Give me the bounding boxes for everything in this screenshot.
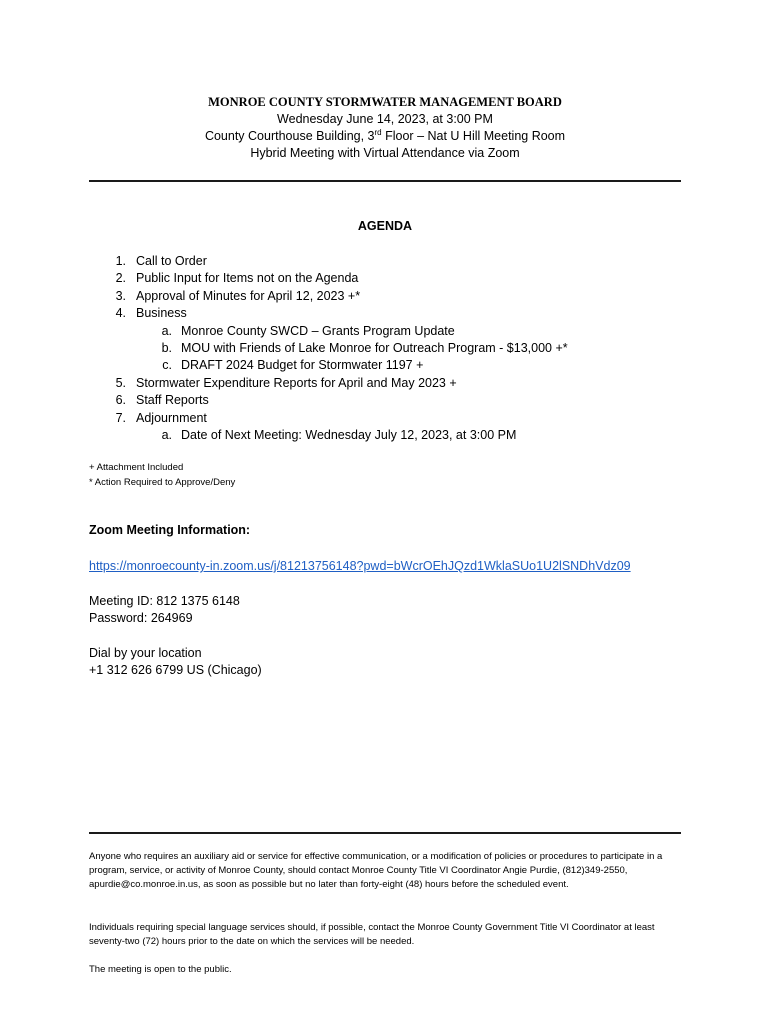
header-divider	[89, 180, 681, 182]
agenda-legend	[89, 460, 235, 490]
document-header	[0, 94, 770, 162]
accessibility-notice: Anyone who requires an auxiliary aid or service for effective communication, or a modification of policies or procedures to participate in a program, service, or activity of Monroe County, should contact Monroe County Title VI Coordinator Angie Purdie, (812)349-2550, apurdie@co.monroe.in.us, as soon as possible but no later than forty-eight (48) hours before the scheduled event.	[89, 851, 663, 891]
meeting-password: Password: 264969	[89, 611, 193, 625]
zoom-meeting-link[interactable]: https://monroecounty-in.zoom.us/j/81213756148?pwd=bWcrOEhJQzd1WklaSUo1U2lSNDhVdz09	[89, 559, 631, 573]
meeting-id: Meeting ID: 812 1375 6148	[89, 594, 240, 608]
agenda-document: MONROE COUNTY STORMWATER MANAGEMENT BOARD Wednesday June 14, 2023, at 3:00 PM County Courthouse Building, 3rd Floor – Nat U Hill Meeting Room Hybrid Meeting with Virtual Attendance via Zoom AGENDA 1. Call to Order 2. Public Input for Items not on the Agenda 3. Approval of Minutes for April 12, 2023 +* 4. Business a. Monroe County SWCD – Grants Program Update b. MOU with Friends of Lake Monroe for Outreach Program - $13,000 +* c. DRAFT 2024 Budget for Stormwater 1197 + 5. Stormwater Expenditure Reports for April and May 2023 + 6. Staff Reports 7. Adjournment a. Date of Next Meeting: Wednesday July 12, 2023, at 3:00 PM + Attachment Included * Action Required to Approve/Deny Zoom Meeting Information: https://monroecounty-in.zoom.us/j/81213756148?pwd=bWcrOEhJQzd1WklaSUo1U2lSNDhVdz09 Meeting ID: 812 1375 6148 Password: 264969 Dial by your location +1 312 626 6799 US (Chicago) Anyone who requires an auxiliary aid or service for effective communication, or a modification of policies or procedures to participate in a program, service, or activity of Monroe County, should contact Monroe County Title VI Coordinator Angie Purdie, (812)349-2550, apurdie@co.monroe.in.us, as soon as possible but no later than forty-eight (48) hours before the scheduled event. Individuals requiring special language services should, if possible, contact the Monroe County Government Title VI Coordinator at least seventy-two (72) hours prior to the date on which the services will be needed. The meeting is open to the public.	[0, 0, 770, 1024]
attachment-note: + Attachment Included	[89, 462, 184, 473]
language-services-notice: Individuals requiring special language services should, if possible, contact the Monroe County Government Title VI Coordinator at least seventy-two (72) hours prior to the date on which the services will be needed.	[89, 922, 655, 948]
footer-divider	[89, 832, 681, 834]
meeting-date: Wednesday June 14, 2023, at 3:00 PM	[277, 112, 493, 126]
zoom-heading: Zoom Meeting Information:	[89, 523, 251, 537]
meeting-format: Hybrid Meeting with Virtual Attendance via Zoom	[250, 146, 520, 160]
action-note: * Action Required to Approve/Deny	[89, 477, 236, 488]
public-notice: The meeting is open to the public.	[89, 964, 232, 975]
meeting-location: County Courthouse Building, 3rd Floor – Nat U Hill Meeting Room	[204, 127, 566, 143]
zoom-credentials	[89, 593, 240, 627]
ordinal-suffix: rd	[374, 127, 382, 137]
dial-in-info	[89, 645, 262, 679]
board-title: MONROE COUNTY STORMWATER MANAGEMENT BOARD	[208, 95, 562, 109]
agenda-heading: AGENDA	[357, 219, 413, 233]
dial-number: +1 312 626 6799 US (Chicago)	[89, 663, 262, 677]
dial-label: Dial by your location	[89, 646, 202, 660]
